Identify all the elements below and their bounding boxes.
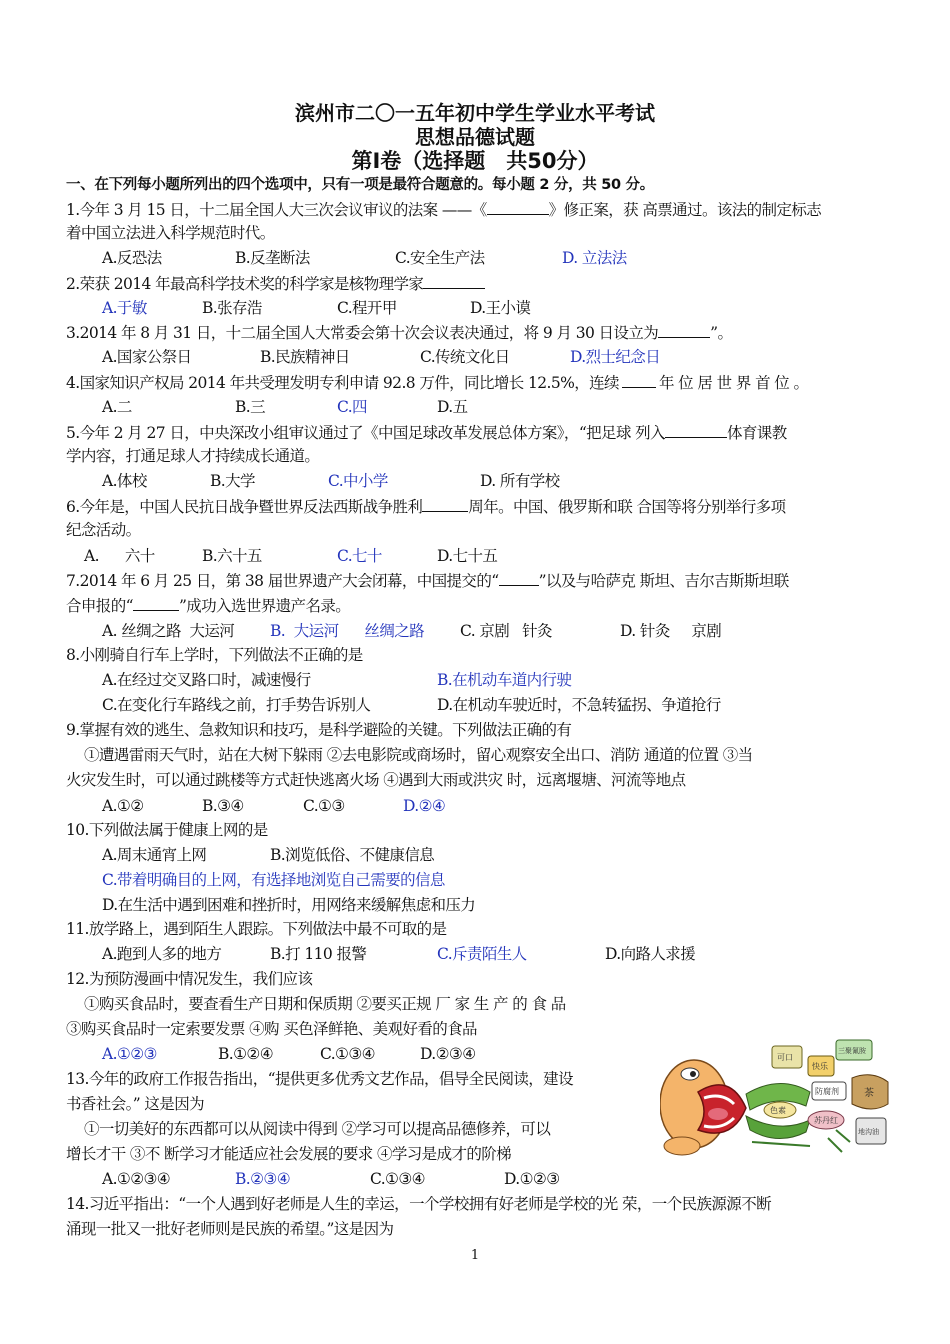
cartoon-label: 三聚氰胺 xyxy=(838,1047,866,1055)
question-9-stem: 9.掌握有效的逃生、急救知识和技巧，是科学避险的关键。下列做法正确的有 xyxy=(66,721,572,739)
question-1-text-a: 1.今年 3 月 15 日，十二届全国人大三次会议审议的法案 ——《 xyxy=(66,201,487,219)
exam-subtitle: 思想品德试题 xyxy=(415,125,535,149)
question-6-text-b: 周年。中国、俄罗斯和联 合国等将分别举行多项 xyxy=(468,498,786,516)
question-7-text-a: 7.2014 年 6 月 25 日，第 38 届世界遗产大会闭幕，中国提交的“ xyxy=(66,572,499,590)
question-14-stem-1: 14.习近平指出：“一个人遇到好老师是人生的幸运，一个学校拥有好老师是学校的光 荣，一个民族源源不断 xyxy=(66,1195,772,1213)
cartoon-label: 苏丹红 xyxy=(814,1116,838,1125)
q13-option-a: A.①②③④ xyxy=(102,1170,171,1188)
section-instruction: 一、在下列每小题所列出的四个选项中，只有一项是最符合题意的。每小题 2 分，共 50 分。 xyxy=(66,177,654,193)
question-5-text-a: 5.今年 2 月 27 日，中央深改小组审议通过了《中国足球改革发展总体方案》，“把足球 列入 xyxy=(66,424,665,442)
question-6-text-a: 6.今年是，中国人民抗日战争暨世界反法西斯战争胜利 xyxy=(66,498,423,516)
q9-option-a: A.①② xyxy=(102,797,144,815)
q9-option-d: D.②④ xyxy=(403,797,446,815)
q5-option-d: D. 所有学校 xyxy=(480,472,560,490)
q8-option-a: A.在经过交叉路口时，减速慢行 xyxy=(102,671,311,689)
q12-option-b: B.①②④ xyxy=(218,1045,274,1063)
q7-option-c: C. 京剧 针灸 xyxy=(460,622,552,640)
q13-option-d: D.①②③ xyxy=(504,1170,560,1188)
q5-option-b: B.大学 xyxy=(210,472,255,490)
q6-option-c: C.七十 xyxy=(337,547,382,565)
question-6-stem-cont: 纪念活动。 xyxy=(66,521,141,539)
question-2-text: 2.荣获 2014 年最高科学技术奖的科学家是核物理学家 xyxy=(66,275,424,293)
cartoon-hand xyxy=(664,1137,700,1155)
question-1-stem xyxy=(66,199,886,220)
q3-option-a: A.国家公祭日 xyxy=(102,348,192,366)
question-7-stem xyxy=(66,570,886,591)
q2-option-a: A.于敏 xyxy=(102,299,147,317)
cartoon-label: 色素 xyxy=(770,1106,786,1115)
question-14-stem-2: 涌现一批又一批好老师则是民族的希望。”这是因为 xyxy=(66,1220,394,1238)
q5-option-a: A.体校 xyxy=(102,472,147,490)
answer-blank xyxy=(499,570,539,586)
question-7-text-d: ”成功入选世界遗产名录。 xyxy=(178,597,351,615)
q7-option-a: A. 丝绸之路 大运河 xyxy=(102,622,235,640)
question-7-text-b: ”以及与哈萨克 斯坦、吉尔吉斯斯坦联 xyxy=(538,572,789,590)
q2-option-c: C.程开甲 xyxy=(337,299,397,317)
cartoon-illustration xyxy=(660,1034,896,1158)
question-13-stem-1: 13.今年的政府工作报告指出，“提供更多优秀文艺作品，倡导全民阅读，建设 xyxy=(66,1070,573,1088)
question-3-text: 3.2014 年 8 月 31 日，十二届全国人大常委会第十次会议表决通过，将 9 月 30 日设立为 xyxy=(66,324,659,342)
q3-option-b: B.民族精神日 xyxy=(260,348,350,366)
question-13-stem-2: 书香社会。” 这是因为 xyxy=(66,1095,205,1113)
cartoon-label: 快乐 xyxy=(812,1062,828,1071)
q1-option-a: A.反恐法 xyxy=(102,249,162,267)
q6-option-b: B.六十五 xyxy=(202,547,262,565)
question-13-items-2: 增长才干 ③不 断学习才能适应社会发展的要求 ④学习是成才的阶梯 xyxy=(66,1145,512,1163)
q6-option-d: D.七十五 xyxy=(437,547,498,565)
question-4-text-end: 年 位 居 世 界 首 位 。 xyxy=(658,374,809,392)
q2-option-d: D.王小谟 xyxy=(470,299,531,317)
q8-option-c: C.在变化行车路线之前，打手势告诉别人 xyxy=(102,696,371,714)
q10-option-a: A.周末通宵上网 xyxy=(102,846,207,864)
q4-option-c: C.四 xyxy=(337,398,367,416)
q6-option-a: A. 六十 xyxy=(84,547,155,565)
q3-option-c: C.传统文化日 xyxy=(420,348,510,366)
q9-option-b: B.③④ xyxy=(202,797,244,815)
question-8-stem: 8.小刚骑自行车上学时，下列做法不正确的是 xyxy=(66,646,363,664)
question-13-items-1: ①一切美好的东西都可以从阅读中得到 ②学习可以提高品德修养，可以 xyxy=(84,1120,551,1138)
question-1-stem-cont: 着中国立法进入科学规范时代。 xyxy=(66,224,275,242)
q13-option-b: B.②③④ xyxy=(235,1170,291,1188)
q11-option-a: A.跑到人多的地方 xyxy=(102,945,222,963)
q4-option-d: D.五 xyxy=(437,398,468,416)
exam-title: 滨州市二〇一五年初中学生学业水平考试 xyxy=(295,101,655,125)
q3-option-d: D.烈士纪念日 xyxy=(570,348,661,366)
q11-option-d: D.向路人求援 xyxy=(605,945,696,963)
q7-option-b: B. 大运河 丝绸之路 xyxy=(270,622,425,640)
answer-blank xyxy=(622,372,656,388)
q4-option-b: B.三 xyxy=(235,398,266,416)
question-4-text: 4.国家知识产权局 2014 年共受理发明专利申请 92.8 万件，同比增长 12.5%，连续 xyxy=(66,374,619,392)
answer-blank xyxy=(665,422,727,438)
q8-option-d: D.在机动车驶近时，不急转猛拐、争道抢行 xyxy=(437,696,721,714)
answer-blank xyxy=(487,199,549,215)
cartoon-label: 防腐剂 xyxy=(815,1087,839,1096)
question-1-text-b: 》修正案，获 高票通过。该法的制定标志 xyxy=(548,201,822,219)
question-5-text-b: 体育课教 xyxy=(727,424,787,442)
question-12-stem: 12.为预防漫画中情况发生，我们应该 xyxy=(66,970,313,988)
question-3-text-end: ”。 xyxy=(710,324,733,342)
answer-blank xyxy=(423,273,485,289)
question-10-stem: 10.下列做法属于健康上网的是 xyxy=(66,821,268,839)
q2-option-b: B.张存浩 xyxy=(202,299,262,317)
cartoon-label: 可口 xyxy=(777,1053,793,1062)
answer-blank xyxy=(422,496,468,512)
q4-option-a: A.二 xyxy=(102,398,132,416)
question-11-stem: 11.放学路上，遇到陌生人跟踪。下列做法中最不可取的是 xyxy=(66,920,447,938)
page-number: 1 xyxy=(470,1248,480,1263)
q8-option-b: B.在机动车道内行驶 xyxy=(437,671,572,689)
q7-option-d: D. 针灸 京剧 xyxy=(620,622,722,640)
q10-option-c: C.带着明确目的上网，有选择地浏览自己需要的信息 xyxy=(102,871,445,889)
question-2-stem xyxy=(66,273,886,294)
question-7-text-c: 合申报的“ xyxy=(66,597,133,615)
q11-option-b: B.打 110 报警 xyxy=(270,945,367,963)
question-4-stem xyxy=(66,372,886,393)
part-title: 第Ⅰ卷（选择题 共50分） xyxy=(351,149,599,173)
q1-option-c: C.安全生产法 xyxy=(395,249,485,267)
question-9-items-2: 火灾发生时，可以通过跳楼等方式赶快逃离火场 ④遇到大雨或洪灾 时，远离堰塘、河流等地点 xyxy=(66,771,686,789)
answer-blank xyxy=(133,595,179,611)
q12-option-d: D.②③④ xyxy=(420,1045,476,1063)
q10-option-d: D.在生活中遇到困难和挫折时，用网络来缓解焦虑和压力 xyxy=(102,896,476,914)
q13-option-c: C.①③④ xyxy=(370,1170,425,1188)
q5-option-c: C.中小学 xyxy=(328,472,388,490)
q12-option-a: A.①②③ xyxy=(102,1045,157,1063)
question-9-items-1: ①遭遇雷雨天气时，站在大树下躲雨 ②去电影院或商场时，留心观察安全出口、消防 通道的位置 ③当 xyxy=(84,746,753,764)
q9-option-c: C.①③ xyxy=(303,797,345,815)
q10-option-b: B.浏览低俗、不健康信息 xyxy=(270,846,435,864)
question-3-stem xyxy=(66,322,886,343)
q12-option-c: C.①③④ xyxy=(320,1045,375,1063)
answer-blank xyxy=(658,322,710,338)
question-12-items-1: ①购买食品时，要查看生产日期和保质期 ②要买正规 厂 家 生 产 的 食 品 xyxy=(84,995,566,1013)
question-6-stem xyxy=(66,496,886,517)
cartoon-label: 茶 xyxy=(864,1088,874,1099)
q11-option-c: C.斥责陌生人 xyxy=(437,945,527,963)
q1-option-b: B.反垄断法 xyxy=(235,249,310,267)
question-5-stem-cont: 学内容，打通足球人才持续成长通道。 xyxy=(66,447,320,465)
cartoon-label: 地沟油 xyxy=(858,1128,879,1136)
question-5-stem xyxy=(66,422,886,443)
question-7-stem-cont xyxy=(66,595,886,616)
q1-option-d: D. 立法法 xyxy=(562,249,627,267)
question-12-items-2: ③购买食品时一定索要发票 ④购 买色泽鲜艳、美观好看的食品 xyxy=(66,1020,477,1038)
